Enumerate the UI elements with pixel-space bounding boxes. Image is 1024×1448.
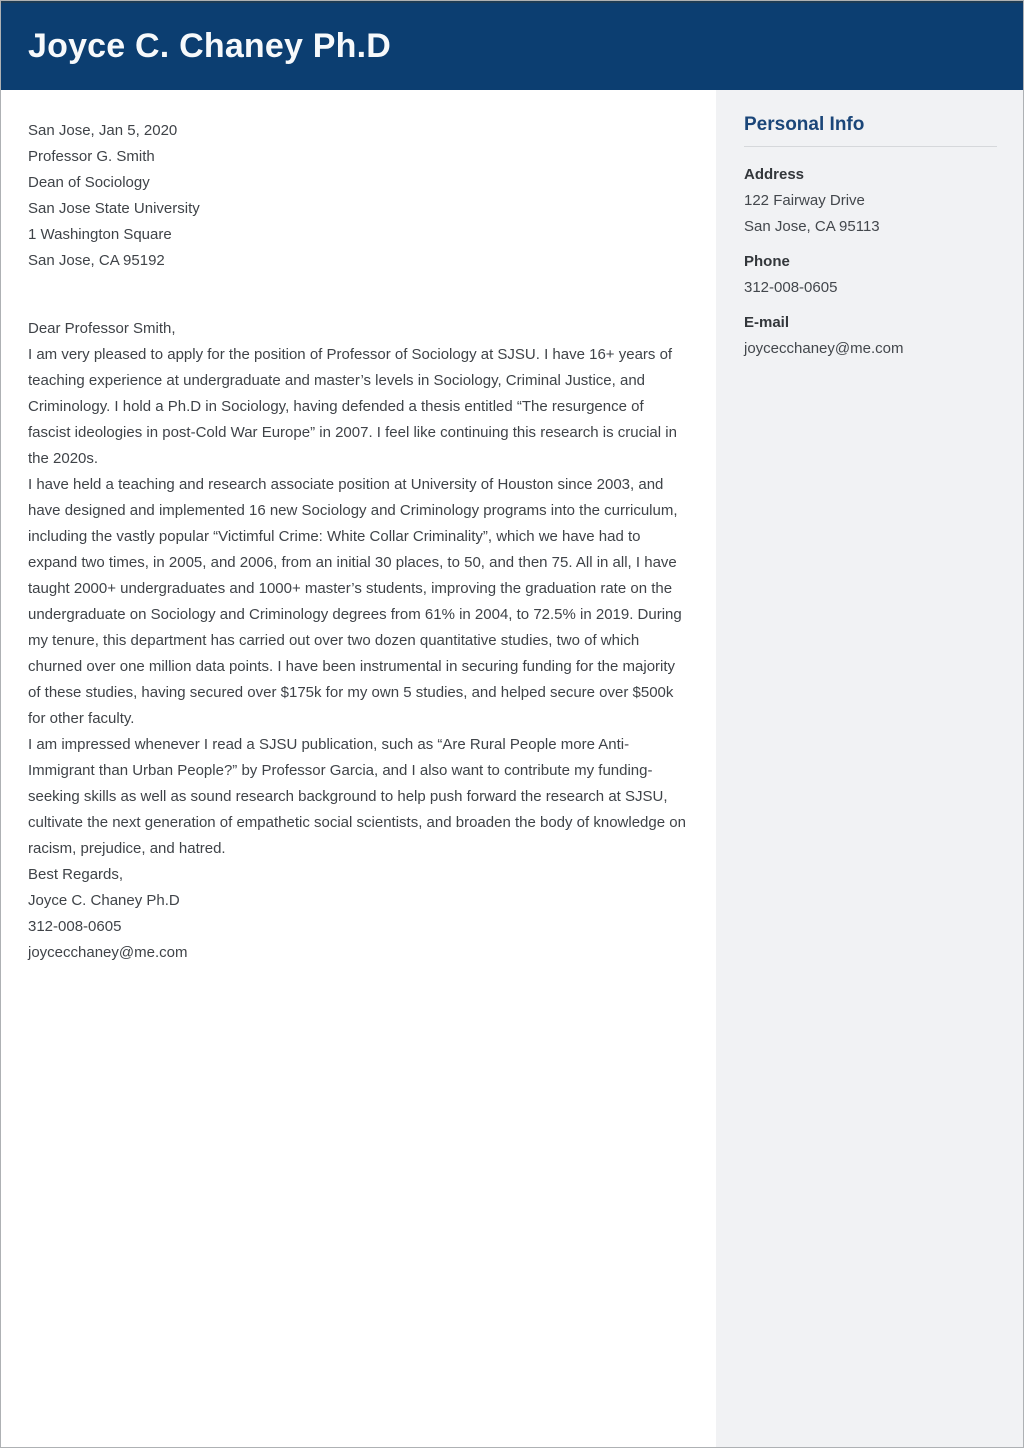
salutation: Dear Professor Smith, [28, 320, 176, 337]
address-line: 122 Fairway Drive [744, 192, 865, 209]
letter-paragraph: I have held a teaching and research associate position at University of Houston since 2003, and have designed and implemented 16 new Sociology and Criminology programs into the curriculum, including the vastly popular “Victimful Crime: White Collar Criminality”, which we have had to expand two times, in 2005, and 2006, from an initial 30 places, to 50, and then 75. All in all, I have taught 2000+ undergraduates and 1000+ master’s students, improving the graduation rate on the undergraduate on Sociology and Criminology degrees from 61% in 2004, to 72.5% in 2019. During my tenure, this department has carried out over two dozen quantitative studies, two of which churned over one million data points. I have been instrumental in securing funding for the majority of these studies, having secured over $175k for my own 5 studies, and helped secure over $500k for other faculty. [28, 476, 682, 727]
email-value: joycecchaney@me.com [744, 340, 904, 357]
signature-email: joycecchaney@me.com [28, 944, 188, 961]
info-group-address [744, 162, 997, 240]
info-group-email [744, 310, 997, 362]
page-content [1, 90, 1023, 1447]
letter-paragraph: I am impressed whenever I read a SJSU publication, such as “Are Rural People more Anti-Immigrant than Urban People?” by Professor Garcia, and I also want to contribute my funding-seeking skills as well as sound research background to help push forward the research at SJSU, cultivate the next generation of empathetic social scientists, and broaden the body of knowledge on racism, prejudice, and hatred. [28, 736, 686, 857]
header-banner [1, 1, 1023, 90]
letter-body [1, 90, 716, 1447]
signature-name: Joyce C. Chaney Ph.D [28, 892, 180, 909]
letter-paragraph: I am very pleased to apply for the position of Professor of Sociology at SJSU. I have 16+ years of teaching experience at undergraduate and master’s levels in Sociology, Criminal Justice, and Criminology. I hold a Ph.D in Sociology, having defended a thesis entitled “The resurgence of fascist ideologies in post-Cold War Europe” in 2007. I feel like continuing this research is crucial in the 2020s. [28, 346, 677, 467]
signature-phone: 312-008-0605 [28, 918, 122, 935]
applicant-name: Joyce C. Chaney Ph.D [28, 27, 392, 65]
letter-date: San Jose, Jan 5, 2020 [28, 122, 178, 139]
recipient-line: San Jose State University [28, 200, 200, 217]
address-label: Address [744, 166, 805, 183]
email-label: E-mail [744, 314, 790, 331]
phone-label: Phone [744, 253, 790, 270]
closing-line: Best Regards, [28, 866, 124, 883]
recipient-block [28, 144, 688, 274]
info-group-phone [744, 249, 997, 301]
recipient-line: 1 Washington Square [28, 226, 172, 243]
address-line: San Jose, CA 95113 [744, 218, 880, 235]
phone-value: 312-008-0605 [744, 279, 838, 296]
signature-block [28, 888, 688, 966]
recipient-line: Dean of Sociology [28, 174, 150, 191]
recipient-line: San Jose, CA 95192 [28, 252, 165, 269]
sidebar-title: Personal Info [744, 114, 865, 135]
sidebar-divider [744, 146, 997, 147]
personal-info-sidebar [716, 90, 1023, 1447]
recipient-line: Professor G. Smith [28, 148, 155, 165]
